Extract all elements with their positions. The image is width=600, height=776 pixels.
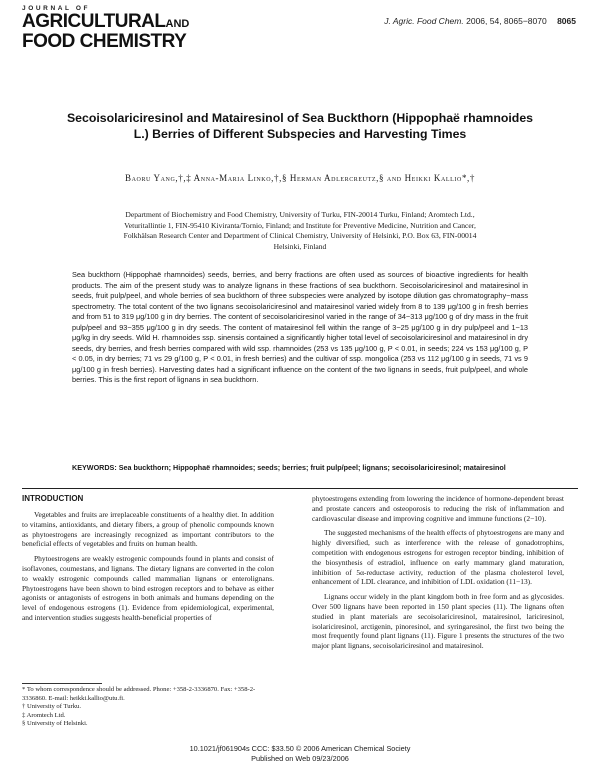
affiliations: Department of Biochemistry and Food Chemistry, University of Turku, FIN-20014 Turku, Finland; Aromtech Ltd., Veturitallintie 1, FIN-95410 Kiviranta/Tornio, Finland; and Institute for Preventive Medicine, Nutrition and Cancer, Folkhälsan Research Center and Department of Clinical Chemistry, University of Helsinki, P.O. Box 63, FIN-00014 Helsinki, Finland <box>123 210 477 251</box>
doi-block <box>150 744 450 763</box>
left-column <box>22 494 274 628</box>
paragraph: The suggested mechanisms of the health effects of phytoestrogens are many and highly diversified, such as interference with the release of gonadotrophins, competition with endogenous estrogens for estrogen receptor binding, inhibition of the biosynthesis of estradiol, influence on early mammary gland maturation, inhibition of 5α-reductase activity, reduction of the plasma cholesterol level, enhancement of LDL clearance, and inhibition of LDL oxidation (11−13). <box>312 528 564 587</box>
section-divider <box>22 488 578 489</box>
logo-small-text: JOURNAL OF <box>22 5 91 12</box>
journal-name: J. Agric. Food Chem. <box>384 16 464 26</box>
published-line: Published on Web 09/23/2006 <box>251 753 349 763</box>
abstract: Sea buckthorn (Hippophaë rhamnoides) seeds, berries, and berry fractions are often used as sources of bioactive ingredients for health products. The aim of the present study was to analyze lignans in these fractions of sea buckthorn. Secoisolariciresinol and matairesinol in seeds, fruit pulp/peel, and whole berries of sea buckthorn of three subspecies were analyzed by isotope dilution gas chromatography−mass spectrometry. The total content of the two lignans secoisolariciresinol and matairesinol varied widely from 8 to 139 μg/100 g in fresh berries and from 51 to 319 μg/100 g in dry berries. The content of secoisolariciresinol varied in the range of 34−313 μg/100 g of dry mass in the fruit pulp/peel and 93−355 μg/100 g in dry seeds. The content of matairesinol fell within the range of 3−25 μg/100 g in dry pulp/peel and 1−13 μg/kg in dry seeds. Wild H. rhamnoides ssp. sinensis contained a significantly higher total level of secoisolariciresinol and matairesinol in dry seeds, dry berries, and fresh berries compared with wild ssp. rhamnoides (253 vs 135 μg/100 g, P < 0.01, in seeds; 224 vs 153 μg/100 g, P < 0.05, in dry berries; 71 vs 29 g/100 g, P < 0.01, in fresh berries) and the cultivar of ssp. mongolica (253 vs 112 μg/100 g in seeds, 71 vs 9 μg/100 g in fresh berries). Harvesting dates had a significant influence on the content of the two lignans in seeds, fruit pulp/peel, and whole berries. This is the first report of lignans in sea buckthorn. <box>72 270 528 384</box>
paragraph: phytoestrogens extending from lowering the incidence of hormone-dependent breast and prostate cancers and osteoporosis to reducing the risk of inflammation and cardiovascular disease and improving cognitive and immune functions (2−10). <box>312 494 564 523</box>
paragraph: Phytoestrogens are weakly estrogenic compounds found in plants and consist of isoflavones, coumestans, and lignans. The dietary lignans are converted in the colon to weakly estrogenic compounds called mammalian lignans or enterolignans. Phytoestrogens have been shown to bind estrogen receptors and to behave as either agonists or antagonists of estrogens in both animals and humans depending on the level of endogenous estrogens (1). Evidence from epidemiological, experimental, and intervention studies suggests health-beneficial properties of <box>22 554 274 622</box>
logo-and: AND <box>165 17 190 30</box>
doi-line: 10.1021/jf061904s CCC: $33.50 © 2006 American Chemical Society <box>189 744 411 753</box>
introduction-heading: INTRODUCTION <box>22 494 84 503</box>
header-citation <box>384 16 576 26</box>
paragraph: Vegetables and fruits are irreplaceable constituents of a healthy diet. In addition to vitamins, antioxidants, and dietary fibers, a group of phenolic compounds known as phytoestrogens are increasingly recognized as important contributors to the beneficial effects of vegetables and fruits on human health. <box>22 510 274 549</box>
logo-line-1 <box>22 10 242 33</box>
footnote-affiliation: ‡ Aromtech Ltd. <box>22 711 66 719</box>
footnote-affiliation: § University of Helsinki. <box>22 720 88 728</box>
keywords <box>72 463 528 474</box>
footnote-affiliation: † University of Turku. <box>22 703 81 711</box>
footnote-divider <box>22 683 102 684</box>
footnote-correspondence: * To whom correspondence should be addressed. Phone: +358-2-3336870. Fax: +358-2-3336860. E-mail: heikki.kallio@utu.fi. <box>22 686 256 702</box>
footnotes <box>22 686 274 729</box>
logo-line-2: FOOD CHEMISTRY <box>22 30 187 52</box>
keywords-text: Sea buckthorn; Hippophaë rhamnoides; seeds; berries; fruit pulp/peel; lignans; secoisolariciresinol; matairesinol <box>118 463 506 472</box>
keywords-label: KEYWORDS: <box>72 463 117 472</box>
citation-text: 2006, 54, 8065−8070 <box>466 16 547 26</box>
article-title: Secoisolariciresinol and Matairesinol of Sea Buckthorn (Hippophaë rhamnoides L.) Berries of Different Subspecies and Harvesting Times <box>66 111 533 141</box>
page-number: 8065 <box>557 16 576 26</box>
right-column <box>312 494 564 656</box>
logo-line-1-text: AGRICULTURAL <box>22 10 166 32</box>
journal-logo <box>22 6 242 50</box>
author-list: Baoru Yang,†,‡ Anna-Maria Linko,†,§ Herman Adlercreutz,§ and Heikki Kallio*,† <box>124 173 476 183</box>
paragraph: Lignans occur widely in the plant kingdom both in free form and as glycosides. Over 500 lignans have been reported in 150 plant species (11). The lignans often studied in plant materials are secoisolariciresinol, matairesinol, lariciresinol, isolariciresinol, arctigenin, pinoresinol, and syringaresinol, the first two being the most frequently found plant lignans (11). Figure 1 presents the structures of the two major plant lignans, secoisolariciresinol and matairesinol. <box>312 592 564 651</box>
